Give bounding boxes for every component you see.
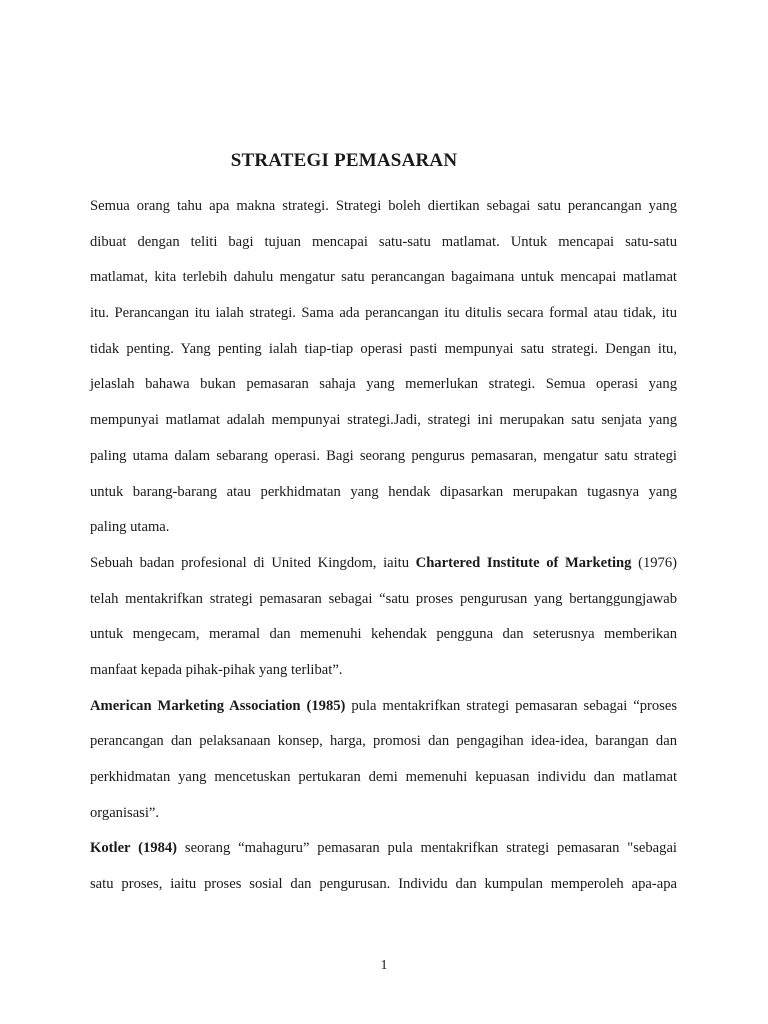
text-segment: seorang “mahaguru” pemasaran pula mentakrifkan strategi pemasaran "sebagai [177,840,677,857]
text-segment: telah mentakrifkan strategi pemasaran sebagai “satu proses pengurusan yang bertanggungjawab [90,590,677,607]
text-segment: (1976) [631,554,677,571]
page-number: 1 [380,958,388,973]
text-segment: tidak penting. Yang penting ialah tiap-tiap operasi pasti mempunyai satu strategi. Dengan itu, [90,340,677,357]
text-line [90,763,677,799]
text-segment: paling utama dalam sebarang operasi. Bagi seorang pengurus pemasaran, mengatur satu strategi [90,447,677,464]
text-line [90,585,677,621]
text-line [90,513,677,549]
text-segment: perkhidmatan yang mencetuskan pertukaran demi memenuhi kepuasan individu dan matlamat [90,769,677,785]
text-line [90,834,677,870]
text-line [90,870,677,906]
text-segment: Semua orang tahu apa makna strategi. Strategi boleh diertikan sebagai satu perancangan yang [90,198,677,214]
text-segment: mempunyai matlamat adalah mempunyai strategi.Jadi, strategi ini merupakan satu senjata yang [90,412,677,429]
text-line [90,478,677,514]
text-segment: untuk mengecam, meramal dan memenuhi kehendak pengguna dan seterusnya memberikan [90,626,677,643]
text-line [90,620,677,656]
text-line [90,727,677,763]
text-segment: itu. Perancangan itu ialah strategi. Sama ada perancangan itu ditulis secara formal atau tidak, itu [90,305,677,322]
text-line [90,549,677,585]
text-line [90,299,677,335]
text-segment: Sebuah badan profesional di United Kingdom, iaitu [90,554,416,571]
text-segment: matlamat, kita terlebih dahulu mengatur satu perancangan bagaimana untuk mencapai matlamat [90,269,677,286]
text-segment: paling utama. [90,519,170,536]
text-line [90,192,677,228]
document-body [90,192,677,906]
bold-term: American Marketing Association (1985) [90,697,346,714]
text-segment: pula mentakrifkan strategi pemasaran sebagai “proses [345,697,677,714]
text-line [90,406,677,442]
text-line [90,442,677,478]
text-segment: untuk barang-barang atau perkhidmatan yang hendak dipasarkan merupakan tugasnya yang [90,483,677,500]
text-line [90,692,677,728]
text-segment: manfaat kepada pihak-pihak yang terlibat”. [90,661,343,678]
text-line [90,228,677,264]
text-line [90,799,677,835]
bold-term: Chartered Institute of Marketing [415,554,632,571]
text-line [90,656,677,692]
text-segment: satu proses, iaitu proses sosial dan pengurusan. Individu dan kumpulan memperoleh apa-apa [90,876,677,893]
bold-term: Kotler (1984) [90,840,178,857]
text-segment: perancangan dan pelaksanaan konsep, harga, promosi dan pengagihan idea-idea, barangan dan [90,733,677,750]
document-title: STRATEGI PEMASARAN [230,150,458,171]
text-line [90,370,677,406]
text-segment: jelaslah bahawa bukan pemasaran sahaja yang memerlukan strategi. Semua operasi yang [90,376,677,393]
text-segment: organisasi”. [90,804,160,821]
text-line [90,263,677,299]
text-line [90,335,677,371]
text-segment: dibuat dengan teliti bagi tujuan mencapai satu-satu matlamat. Untuk mencapai satu-satu [90,233,677,250]
